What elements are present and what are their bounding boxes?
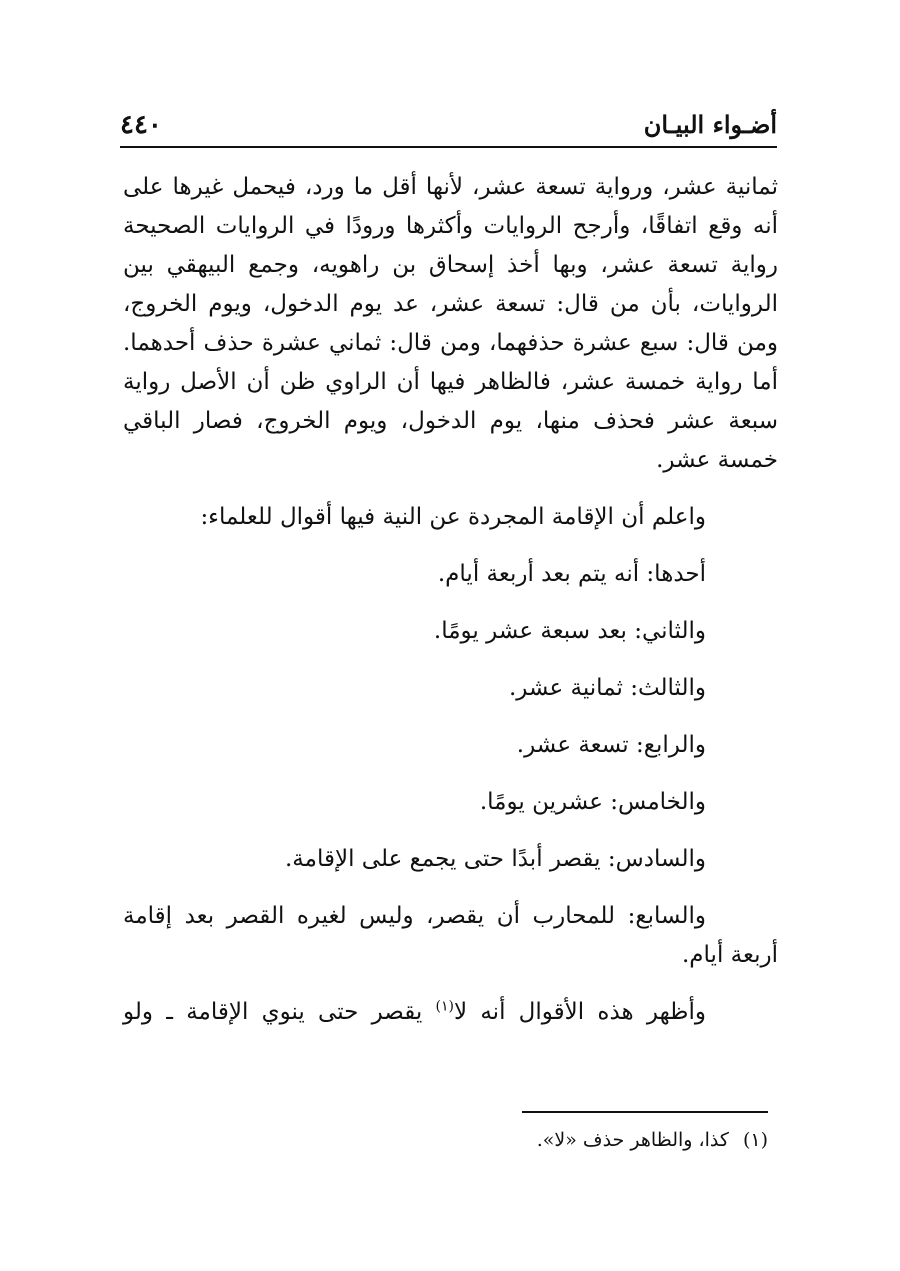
header-rule (120, 146, 777, 148)
conclusion-text-end: يقصر حتى ينوي الإقامة ـ ولو (123, 999, 436, 1025)
footnote-separator (522, 1111, 768, 1113)
footnote-text: كذا، والظاهر حذف «لا». (536, 1129, 729, 1151)
paragraph-opening: ثمانية عشر، ورواية تسعة عشر، لأنها أقل ما ورد، فيحمل غيرها على أنه وقع اتفاقًا، وأرجح الروايات وأكثرها ورودًا في الروايات الصحيحة رواية تسعة عشر، وبها أخذ إسحاق بن راهويه، وجمع البيهقي بين الروايات، بأن من قال: تسعة عشر، عد يوم الدخول، ويوم الخروج، ومن قال: سبع عشرة حذفهما، ومن قال: ثماني عشرة حذف أحدهما. أما رواية خمسة عشر، فالظاهر فيها أن الراوي ظن أن الأصل رواية سبعة عشر فحذف منها، يوم الدخول، ويوم الخروج، فصار الباقي خمسة عشر. (123, 174, 778, 473)
page-number: ٤٤٠ (120, 110, 162, 140)
opinion-seventh: والسابع: للمحارب أن يقصر، وليس لغيره القصر بعد إقامة أربعة أيام. (123, 903, 778, 968)
footnote-reference[interactable]: (١) (435, 998, 454, 1015)
opinion-second: والثاني: بعد سبعة عشر يومًا. (433, 618, 706, 644)
opinion-first: أحدها: أنه يتم بعد أربعة أيام. (437, 561, 706, 587)
opinion-fourth: والرابع: تسعة عشر. (516, 732, 706, 758)
main-text (123, 168, 778, 1032)
paragraph-intro-opinions: واعلم أن الإقامة المجردة عن النية فيها أقوال للعلماء: (200, 504, 706, 530)
opinion-fifth: والخامس: عشرين يومًا. (479, 789, 706, 815)
footnote-marker: (١) (742, 1129, 768, 1151)
book-title: أضـواء البيـان (643, 110, 777, 139)
opinion-sixth: والسادس: يقصر أبدًا حتى يجمع على الإقامة. (285, 846, 706, 872)
opinion-third: والثالث: ثمانية عشر. (508, 675, 706, 701)
conclusion-text-start: وأظهر هذه الأقوال أنه لا (453, 999, 706, 1025)
footnote (440, 1124, 768, 1156)
running-header (120, 104, 777, 142)
paragraph-conclusion (123, 993, 778, 1032)
